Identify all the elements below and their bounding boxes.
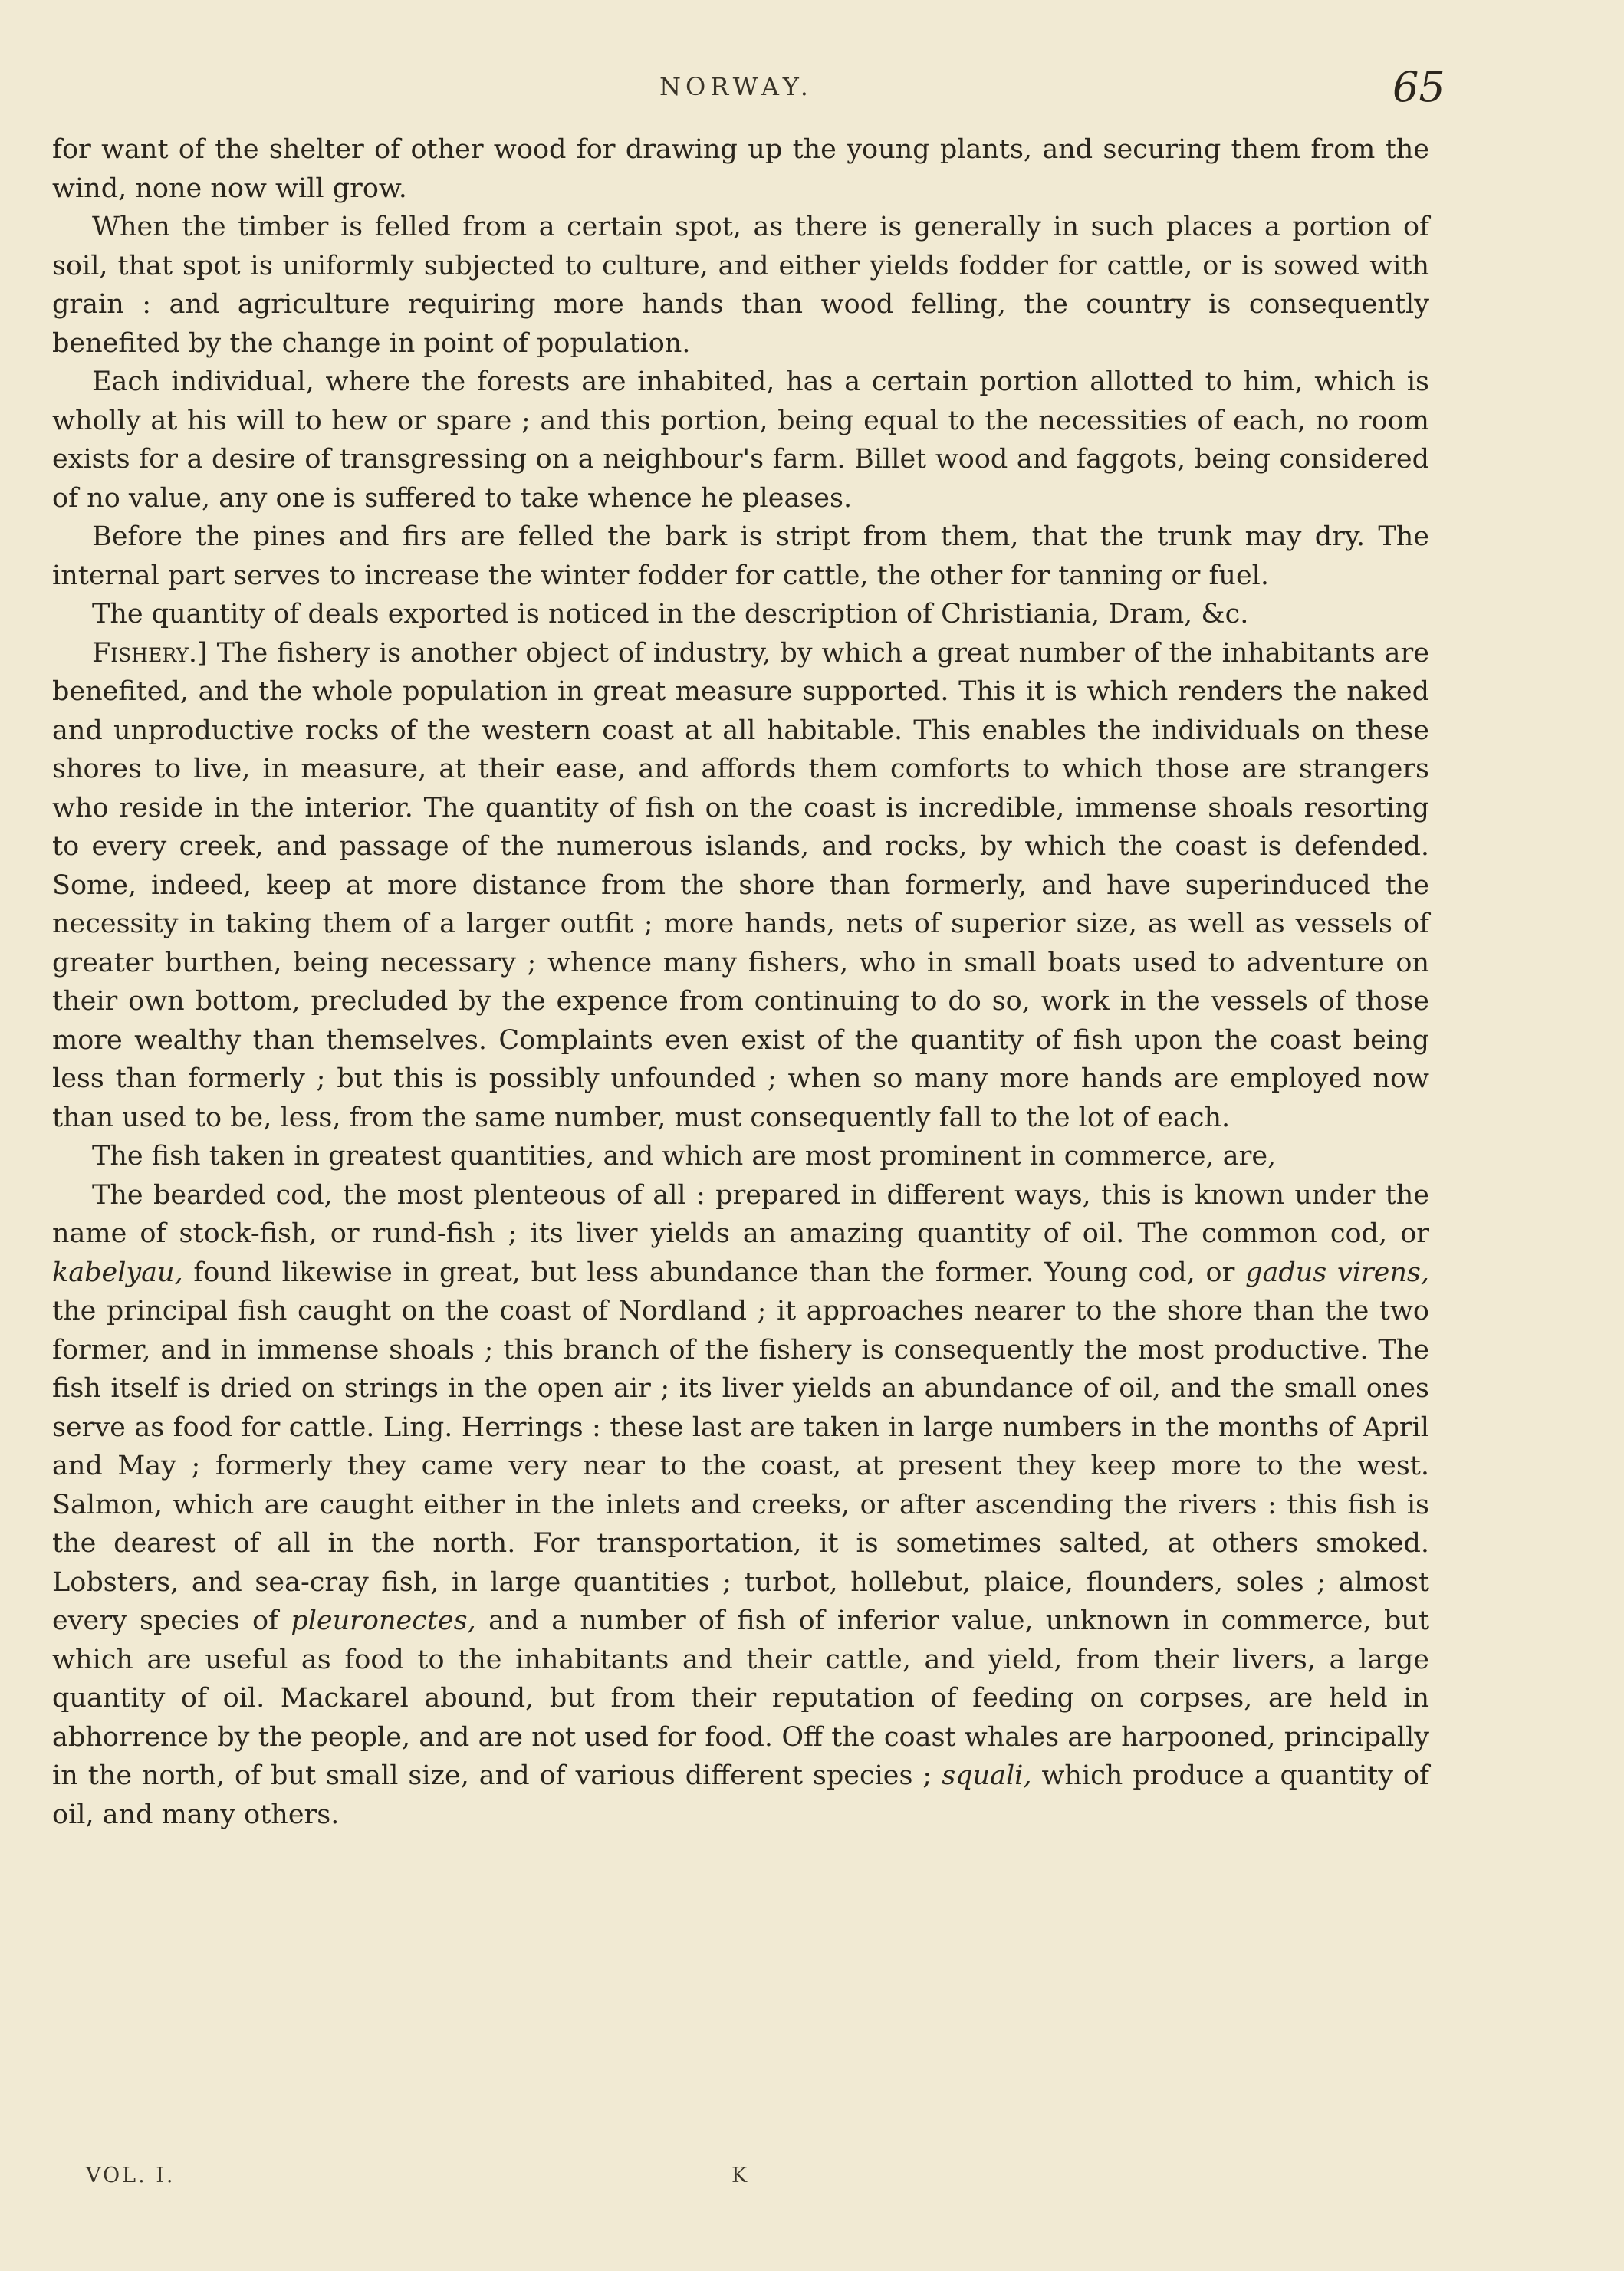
paragraph-felling: When the timber is felled from a certain spot, as there is generally in such places a portion of soil, that spot is uniformly subjected to culture, and either yields fodder for cattle, or is sowed with grain : and agriculture requiring more hands than wood felling, the country is consequently benefited by the change in point of population. [52,212,1429,359]
page-footer [0,2164,1624,2194]
paragraph-fish-intro: The fish taken in greatest quantities, and which are most prominent in commerce, are, [92,1141,1277,1172]
body-text [52,130,1429,1834]
species-text-2: found likewise in great, but less abundance than the former. Young cod, or [182,1257,1246,1288]
paragraph-fishery-text: The fishery is another object of industry, by which a great number of the inhabitants are benefited, and the whole population in great measure supported. This it is which renders the naked and unproductive rocks of the western coast at all habitable. This enables the individuals on these shores to live, in measure, at their ease, and affords them comforts to which those are strangers who reside in the interior. The quantity of fish on the coast is incredible, immense shoals resorting to every creek, and passage of the numerous islands, and rocks, by which the coast is defended. Some, indeed, keep at more distance from the shore than formerly, and have superinduced the necessity in taking them of a larger outfit ; more hands, nets of superior size, as well as vessels of greater burthen, being necessary ; whence many fishers, who in small boats used to adventure on their own bottom, precluded by the expence from continuing to do so, work in the vessels of those more wealthy than themselves. Complaints even exist of the quantity of fish upon the coast being less than formerly ; but this is possibly unfounded ; when so many more hands are employed now than used to be, less, from the same number, must consequently fall to the lot of each. [52,637,1429,1133]
species-text-5: which produce a quantity of oil, and many others. [52,1760,1429,1830]
running-head: NORWAY. [659,72,813,101]
paragraph-timber-continued: for want of the shelter of other wood for drawing up the young plants, and securing them from the wind, none now will grow. [52,134,1429,204]
species-text-3: the principal fish caught on the coast of Nordland ; it approaches nearer to the shore than the two former, and in immense shoals ; this branch of the fishery is consequently the most productive. The fish itself is dried on strings in the open air ; its liver yields an abundance of oil, and the small ones serve as food for cattle. Ling. Herrings : these last are taken in large numbers in the months of April and May ; formerly they came very near to the coast, at present they keep more to the west. Salmon, which are caught either in the inlets and creeks, or after ascending the rivers : this fish is the dearest of all in the north. For transportation, it is sometimes salted, at others smoked. Lobsters, and sea-cray fish, in large quantities ; turbot, hollebut, plaice, flounders, soles ; almost every species of [52,1296,1429,1636]
signature-mark: K [731,2164,750,2187]
paragraph-bark: Before the pines and firs are felled the bark is stript from them, that the trunk may dry. The internal part serves to increase the winter fodder for cattle, the other for tanning or fuel. [52,521,1429,591]
paragraph-fishery [52,634,1429,1138]
page-header [0,63,1624,117]
species-text-4: and a number of fish of inferior value, unknown in commerce, but which are useful as food to the inhabitants and their cattle, and yield, from their livers, a large quantity of oil. Mackarel abound, but from their reputation of feeding on corpses, are held in abhorrence by the people, and are not used for food. Off the coast whales are harpooned, principally in the north, of but small size, and of various different species ; [52,1605,1430,1791]
paragraph-deals: The quantity of deals exported is noticed in the description of Christiania, Dram, &c. [92,599,1249,629]
species-text-1: The bearded cod, the most plenteous of all : prepared in different ways, this is known under the name of stock-fish, or rund-fish ; its liver yields an amazing quantity of oil. The common cod, or [52,1179,1429,1249]
latin-name-pleuronectes: pleuronectes, [291,1605,476,1636]
paragraph-fish-species [52,1176,1429,1835]
latin-name-gadus-virens: gadus virens, [1245,1257,1430,1288]
latin-name-kabelyau: kabelyau, [52,1257,183,1288]
latin-name-squali: squali, [942,1760,1032,1791]
section-label-fishery: Fishery.] [92,637,208,669]
volume-mark: VOL. I. [86,2164,176,2187]
page-number: 65 [1392,63,1445,111]
paragraph-forest-allotment: Each individual, where the forests are inhabited, has a certain portion allotted to him, which is wholly at his will to hew or spare ; and this portion, being equal to the necessities of each, no room exists for a desire of transgressing on a neighbour's farm. Billet wood and faggots, being considered of no value, any one is suffered to take whence he pleases. [52,366,1429,514]
